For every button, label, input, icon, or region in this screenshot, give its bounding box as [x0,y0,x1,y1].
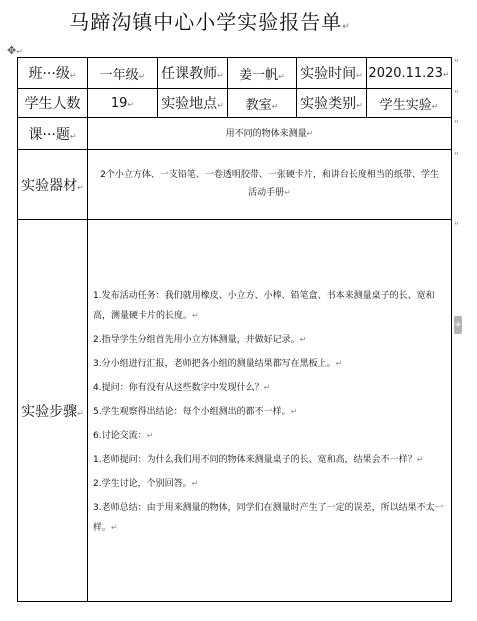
paragraph-mark: ↵ [284,188,291,197]
category-value-text: 学生实验 [379,97,432,113]
location-value[interactable] [228,89,297,118]
steps-top-space [93,220,446,286]
paragraph-mark: ↵ [431,101,439,111]
paragraph-mark: ↵ [138,71,146,81]
step-item [93,354,446,374]
paragraph-mark: ↵ [335,359,343,368]
paragraph-mark: ↵ [271,101,279,111]
class-label [18,58,88,89]
paragraph-mark: ↵ [416,455,424,464]
step-text: 1.发布活动任务：我们就用橡皮、小立方、小棒、铅笔盒、书本来测量桌子的长、宽和高，测量硬卡片的长度。 [93,291,435,321]
paragraph-mark: ↵ [278,71,285,81]
date-value[interactable] [367,58,452,89]
paragraph-mark: ↵ [77,408,84,418]
step-item [93,474,446,494]
teacher-label-text: 任课教师 [161,66,218,82]
category-value[interactable] [367,89,452,118]
paragraph-mark: ↵ [191,479,199,488]
step-text: 3.分小组进行汇报，老师把各小组的测量结果都写在黑板上。 [93,359,336,369]
paragraph-mark: ↵ [442,69,450,79]
paragraph-mark: ↵ [146,431,154,440]
paragraph-mark: ↵ [111,523,118,532]
paragraph-mark: ↵ [356,101,363,110]
location-label-text: 实验地点 [161,96,218,112]
table-move-handle-icon[interactable]: ✥↵ [7,44,23,57]
equipment-value[interactable] [88,150,452,220]
paragraph-mark: ↵ [69,131,77,141]
topic-row [18,118,452,150]
paragraph-mark: ↵ [263,383,271,392]
steps-content[interactable] [88,220,452,602]
row-end-mark: ” [454,152,459,162]
equipment-label [18,150,88,220]
date-value-text: 2020.11.23 [368,65,443,81]
row-end-mark: ” [454,59,459,69]
step-text: 2.学生讨论，个别回答。 [93,479,192,489]
report-table [17,57,452,602]
paragraph-mark: ↵ [217,101,224,110]
step-text: 5.学生观察得出结论：每个小组测出的都不一样。 [93,407,291,417]
date-label-text: 实验时间 [300,66,357,82]
location-label [158,89,228,118]
steps-row [18,220,452,602]
info-row-1 [18,58,452,89]
step-item [93,378,446,398]
paragraph-mark: ↵ [69,71,77,80]
step-text: 1.老师提问：为什么我们用不同的物体来测量桌子的长、宽和高，结果会不一样？ [93,455,417,465]
students-value[interactable] [88,89,158,118]
step-text: 6.讨论交流： [93,431,147,441]
step-item [93,426,446,446]
paragraph-mark: ↵ [356,71,363,80]
equipment-label-text: 实验器材 [21,177,78,194]
topic-value[interactable] [88,118,452,150]
class-value-text: 一年级 [99,67,139,83]
steps-label-text: 实验步骤 [21,403,78,420]
page-title [0,6,420,35]
row-end-mark: ” [454,222,459,232]
step-text: 2.指导学生分组首先用小立方体测量，并做好记录。 [93,335,300,345]
paragraph-mark: ↵ [16,47,23,56]
topic-label-text: 课···题 [28,126,70,143]
teacher-value[interactable] [228,58,297,89]
category-label [297,89,367,118]
students-value-text: 19 [110,95,128,111]
students-label-text: 学生人数 [24,96,81,112]
add-row-handle-icon[interactable]: + [454,316,462,334]
step-item [93,286,446,326]
paragraph-mark: ↵ [342,22,351,32]
step-item [93,450,446,470]
info-row-2 [18,89,452,118]
class-label-text: 班···级 [28,66,70,82]
paragraph-mark: ↵ [192,311,199,320]
step-item [93,330,446,350]
row-end-mark: ” [454,120,459,130]
step-item [93,402,446,422]
teacher-value-text: 姜一帆 [239,67,279,83]
paragraph-mark: ↵ [127,99,135,109]
paragraph-mark: ↵ [290,407,298,416]
students-label [18,89,88,118]
equipment-value-text: 2个小立方体、一支铅笔、一卷透明胶带、一张硬卡片，和讲台长度相当的纸带、学生活动手册 [100,170,439,198]
date-label [297,58,367,89]
category-label-text: 实验类别 [300,96,357,112]
paragraph-mark: ↵ [306,128,314,138]
teacher-label [158,58,228,89]
paragraph-mark: ↵ [299,335,307,344]
title-text: 马蹄沟镇中心小学实验报告单 [69,10,343,34]
paragraph-mark: ↵ [77,182,84,192]
class-value[interactable] [88,58,158,89]
step-text: 3.老师总结：由于用来测量的物体，同学们在测量时产生了一定的误差，所以结果不太一样。 [93,503,444,533]
step-text: 4.提问：你有没有从这些数字中发现什么？ [93,383,264,393]
steps-label [18,220,88,602]
equipment-row [18,150,452,220]
step-item [93,498,446,538]
row-end-mark: ” [454,90,459,100]
paragraph-mark: ↵ [217,71,224,80]
location-value-text: 教室 [245,97,272,113]
topic-value-text: 用不同的物体来测量 [225,128,307,139]
topic-label [18,118,88,150]
